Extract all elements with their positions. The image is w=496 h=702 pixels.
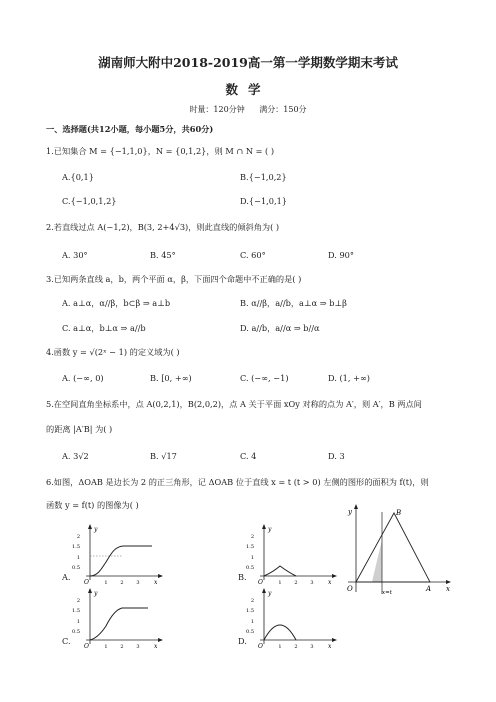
graph-b-origin: O (258, 579, 263, 586)
q5-option-a: A. 3√2 (62, 451, 89, 461)
q4-option-a: A. (−∞, 0) (62, 373, 104, 383)
question-6-stem-cont: 函数 y = f(t) 的图像为( ) (46, 500, 139, 510)
graph-a-xlabel: x (154, 579, 158, 586)
graph-a-xtick-2: 2 (120, 580, 124, 586)
q4-option-b: B. [0, +∞) (150, 373, 192, 383)
graph-c-xtick-2: 2 (120, 644, 124, 650)
figure-xlabel: x (446, 585, 450, 593)
subject-title: 数学 (225, 82, 271, 97)
graph-c-ytick-1: 1 (76, 619, 80, 625)
figure-line-label: x=t (382, 590, 392, 594)
graph-a-ylabel: y (94, 526, 98, 533)
time-limit: 时量：120分钟 (189, 105, 245, 114)
graph-d-xtick-3: 3 (310, 644, 314, 650)
q6-option-a-label: A. (62, 572, 71, 582)
q6-graph-a (68, 524, 168, 586)
graph-d-xtick-2: 2 (294, 644, 298, 650)
graph-d-ytick-2: 2 (250, 598, 254, 604)
section-heading: 一、选择题(共12小题，每小题5分，共60分) (46, 124, 214, 134)
graph-a-ytick-0.5: 0.5 (72, 565, 80, 571)
graph-b-xtick-1: 1 (278, 580, 282, 586)
graph-a-xtick-1: 1 (104, 580, 108, 586)
graph-c-ytick-1.5: 1.5 (72, 608, 80, 614)
q6-option-b-label: B. (238, 572, 247, 582)
q3-option-c: C. a⊥α，b⊥α ⇒ a//b (62, 323, 146, 333)
graph-b-ytick-1: 1 (250, 555, 254, 561)
graph-c-xtick-3: 3 (136, 644, 140, 650)
q6-option-d-label: D. (238, 636, 247, 646)
q3-option-a: A. a⊥α，α//β，b⊂β ⇒ a⊥b (62, 298, 171, 308)
graph-a-ytick-1: 1 (76, 555, 80, 561)
q5-option-b: B. √17 (150, 451, 177, 461)
figure-origin: O (347, 585, 353, 593)
q2-option-c: C. 60° (240, 250, 266, 260)
q2-option-a: A. 30° (62, 250, 88, 260)
q4-option-c: C. (−∞, −1) (240, 373, 289, 383)
figure-point-b: B (396, 509, 402, 517)
question-4-stem: 4.函数 y = √(2ˣ − 1) 的定义域为( ) (46, 347, 180, 357)
full-score: 满分：150分 (259, 105, 307, 114)
graph-d-ytick-1: 1 (250, 619, 254, 625)
graph-b-ytick-0.5: 0.5 (246, 565, 254, 571)
graph-a-ytick-2: 2 (76, 534, 80, 540)
q6-graph-d (242, 588, 342, 650)
graph-a-origin: O (84, 579, 89, 586)
question-2-stem: 2.若直线过点 A(−1,2)，B(3, 2+4√3)，则此直线的倾斜角为( ) (46, 222, 280, 232)
graph-d-ylabel: y (268, 590, 272, 597)
graph-a-ytick-1.5: 1.5 (72, 544, 80, 550)
graph-c-xtick-1: 1 (104, 644, 108, 650)
q6-graph-b (242, 524, 342, 586)
q1-option-a: A.{0,1} (62, 172, 94, 182)
graph-c-xlabel: x (154, 643, 158, 650)
graph-d-xlabel: x (328, 643, 332, 650)
graph-d-ytick-1.5: 1.5 (246, 608, 254, 614)
q6-graph-c (68, 588, 168, 650)
q6-option-c-label: C. (62, 636, 71, 646)
graph-d-origin: O (258, 643, 263, 650)
question-6-stem: 6.如图，ΔOAB 是边长为 2 的正三角形，记 ΔOAB 位于直线 x = t (t > 0) 左侧的图形的面积为 f(t)，则 (46, 477, 429, 487)
q1-option-b: B.{−1,0,2} (240, 172, 287, 182)
q4-option-d: D. (1, +∞) (328, 373, 370, 383)
q5-option-d: D. 3 (328, 451, 345, 461)
figure-point-a: A (426, 585, 432, 593)
graph-c-ytick-0.5: 0.5 (72, 629, 80, 635)
q2-option-b: B. 45° (150, 250, 176, 260)
graph-d-xtick-1: 1 (278, 644, 282, 650)
q3-option-d: D. a//b，a//α ⇒ b//α (240, 323, 320, 333)
graph-a-xtick-3: 3 (136, 580, 140, 586)
exam-meta (0, 104, 496, 115)
graph-b-xtick-3: 3 (310, 580, 314, 586)
exam-title: 湖南师大附中2018-2019高一第一学期数学期末考试 (98, 55, 398, 70)
graph-b-ytick-2: 2 (250, 534, 254, 540)
question-1-stem: 1.已知集合 M = {−1,1,0}，N = {0,1,2}，则 M ∩ N = ( ) (46, 146, 275, 156)
graph-b-ylabel: y (268, 526, 272, 533)
graph-d-ytick-0.5: 0.5 (246, 629, 254, 635)
question-3-stem: 3.已知两条直线 a，b，两个平面 α，β，下面四个命题中不正确的是( ) (46, 274, 302, 284)
figure-ylabel: y (348, 508, 352, 516)
graph-c-origin: O (84, 643, 89, 650)
q1-option-d: D.{−1,0,1} (240, 196, 287, 206)
q5-option-c: C. 4 (240, 451, 257, 461)
graph-b-xtick-2: 2 (294, 580, 298, 586)
graph-b-xlabel: x (328, 579, 332, 586)
question-5-stem: 5.在空间直角坐标系中，点 A(0,2,1)，B(2,0,2)，点 A 关于平面 xOy 对称的点为 A′，则 A′，B 两点间 (46, 399, 422, 409)
q3-option-b: B. α//β，a//b，a⊥α ⇒ b⊥β (240, 298, 347, 308)
q1-option-c: C.{−1,0,1,2} (62, 196, 117, 206)
question-5-stem-cont: 的距离 |A′B| 为( ) (46, 424, 113, 434)
q2-option-d: D. 90° (328, 250, 354, 260)
triangle-figure (344, 504, 456, 594)
graph-c-ytick-2: 2 (76, 598, 80, 604)
graph-b-ytick-1.5: 1.5 (246, 544, 254, 550)
graph-c-ylabel: y (94, 590, 98, 597)
